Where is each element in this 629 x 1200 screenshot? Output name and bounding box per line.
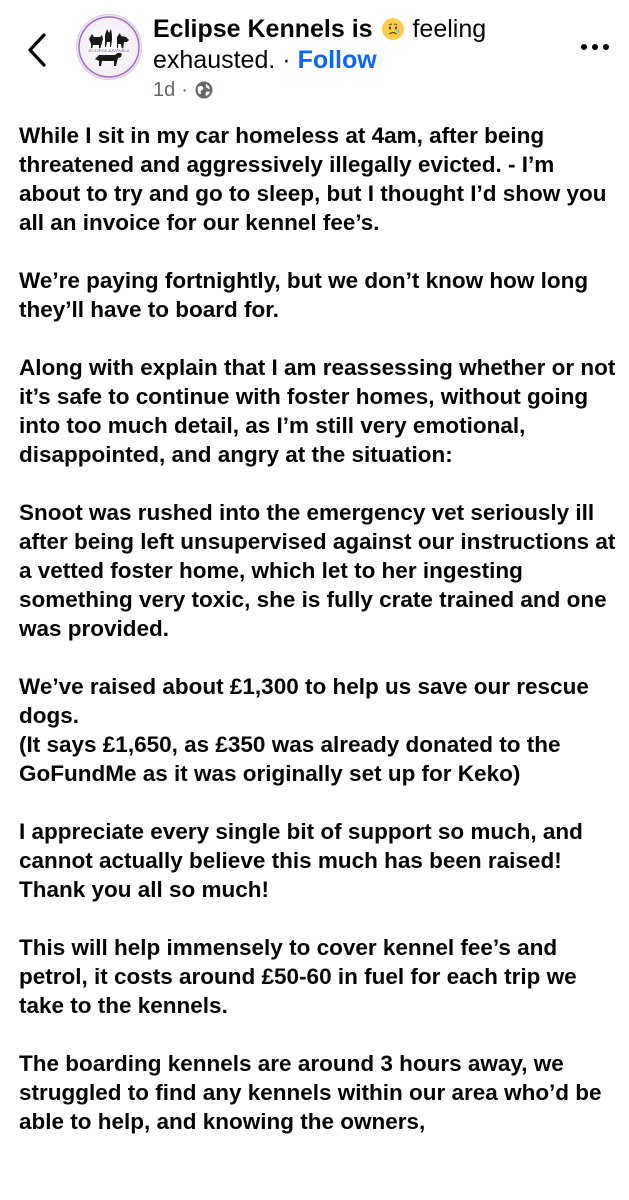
more-horizontal-icon (592, 44, 598, 50)
page-avatar[interactable] (76, 14, 142, 80)
feeling-label: exhausted. (153, 46, 276, 74)
more-horizontal-icon (603, 44, 609, 50)
post-body (19, 121, 619, 1165)
back-button[interactable] (22, 30, 52, 70)
post-timestamp[interactable]: 1d (153, 79, 176, 101)
post-paragraph: This will help immensely to cover kennel fee’s and petrol, it costs around £50-60 in fuel for each trip we take to the kennels. (19, 935, 577, 1018)
post-author-line (153, 14, 573, 76)
sad-relieved-face-emoji-icon (381, 17, 405, 41)
status-is-text: is (351, 15, 373, 43)
post-header (0, 0, 629, 110)
dog-silhouettes-logo (77, 15, 141, 79)
post-meta (153, 78, 214, 102)
post-paragraph: We’ve raised about £1,300 to help us save our rescue dogs. (It says £1,650, as £350 was already donated to the GoFundMe as it was originally set up for Keko) (19, 674, 589, 786)
post-paragraph: While I sit in my car homeless at 4am, after being threatened and aggressively illegally evicted. - I’m about to try and go to sleep, but I thought I’d show you all an invoice for our kennel fee’s. (19, 123, 607, 235)
more-horizontal-icon (581, 44, 587, 50)
post-paragraph: Along with explain that I am reassessing whether or not it’s safe to continue with foster homes, without going into too much detail, as I’m still very emotional, disappointed, and angry at the situation: (19, 355, 616, 467)
post-paragraph: The boarding kennels are around 3 hours away, we struggled to find any kennels within our area who’d be able to help, and knowing the owners, (19, 1051, 602, 1134)
chevron-left-icon (26, 32, 48, 68)
avatar-logo-text: ECLIPSE KENNELS (88, 48, 130, 53)
globe-icon[interactable] (194, 80, 214, 100)
feeling-text: feeling (412, 15, 487, 43)
page-name-link[interactable]: Eclipse Kennels (153, 15, 345, 43)
follow-button[interactable]: Follow (297, 46, 377, 74)
separator-dot: · (181, 79, 188, 101)
more-options-button[interactable] (581, 40, 609, 54)
post-paragraph: I appreciate every single bit of support so much, and cannot actually believe this much has been raised! Thank you all so much! (19, 819, 583, 902)
post-paragraph: We’re paying fortnightly, but we don’t know how long they’ll have to board for. (19, 268, 589, 322)
separator-dot: · (282, 46, 291, 74)
post-paragraph: Snoot was rushed into the emergency vet seriously ill after being left unsupervised against our instructions at a vetted foster home, which let to her ingesting something very toxic, she is fully crate trained and one was provided. (19, 500, 616, 641)
